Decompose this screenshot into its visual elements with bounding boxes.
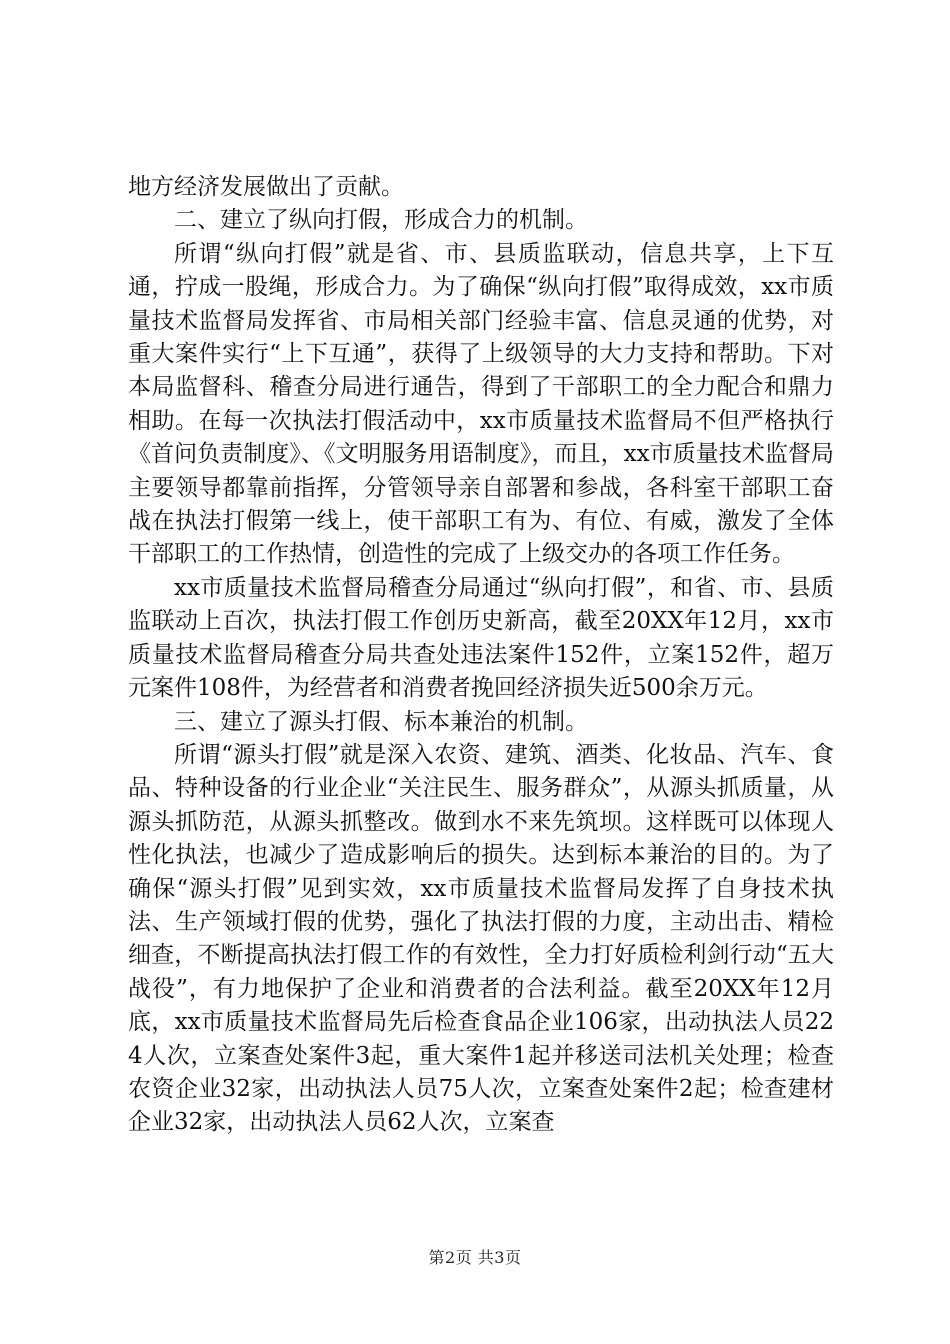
- paragraph-inspection-results: xx市质量技术监督局稽查分局通过“纵向打假”，和省、市、县质监联动上百次，执法打假工作创历史新高，截至20XX年12月，xx市质量技术监督局稽查分局共查处违法案件152件，立案152件，超万元案件108件，为经营者和消费者挽回经济损失近500余万元。: [128, 574, 834, 702]
- page-footer: 第2页 共3页: [428, 1248, 522, 1267]
- paragraph-continuation: 地方经济发展做出了贡献。: [128, 174, 404, 200]
- section-heading-2: 二、建立了纵向打假，形成合力的机制。: [174, 207, 588, 234]
- paragraph-source-anti-counterfeit: 所谓“源头打假”就是深入农资、建筑、酒类、化妆品、汽车、食品、特种设备的行业企业“关注民生、服务群众”，从源头抓质量，从源头抓防范，从源头抓整改。做到水不来先筑坝。这样既可以体现人性化执法，也减少了造成影响后的损失。达到标本兼治的目的。为了确保“源头打假”见到实效，xx市质量技术监督局发挥了自身技术执法、生产领域打假的优势，强化了执法打假的力度，主动出击、精检细查，不断提高执法打假工作的有效性，全力打好质检利剑行动“五大战役”，有力地保护了企业和消费者的合法利益。截至20XX年12月底，xx市质量技术监督局先后检查食品企业106家，出动执法人员224人次，立案查处案件3起，重大案件1起并移送司法机关处理；检查农资企业32家，出动执法人员75人次，立案查处案件2起；检查建材企业32家，出动执法人员62人次，立案查: [128, 741, 834, 1136]
- section-heading-3: 三、建立了源头打假、标本兼治的机制。: [174, 708, 588, 735]
- paragraph-vertical-anti-counterfeit: 所谓“纵向打假”就是省、市、县质监联动，信息共享，上下互通，拧成一股绳，形成合力。为了确保“纵向打假”取得成效，xx市质量技术监督局发挥省、市局相关部门经验丰富、信息灵通的优势，对重大案件实行“上下互通”，获得了上级领导的大力支持和帮助。下对本局监督科、稽查分局进行通告，得到了干部职工的全力配合和鼎力相助。在每一次执法打假活动中，xx市质量技术监督局不但严格执行《首问负责制度》、《文明服务用语制度》，而且，xx市质量技术监督局主要领导都靠前指挥，分管领导亲自部署和参战，各科室干部职工奋战在执法打假第一线上，使干部职工有为、有位、有威，激发了全体干部职工的工作热情，创造性的完成了上级交办的各项工作任务。: [128, 240, 834, 568]
- document-body: [128, 171, 834, 1140]
